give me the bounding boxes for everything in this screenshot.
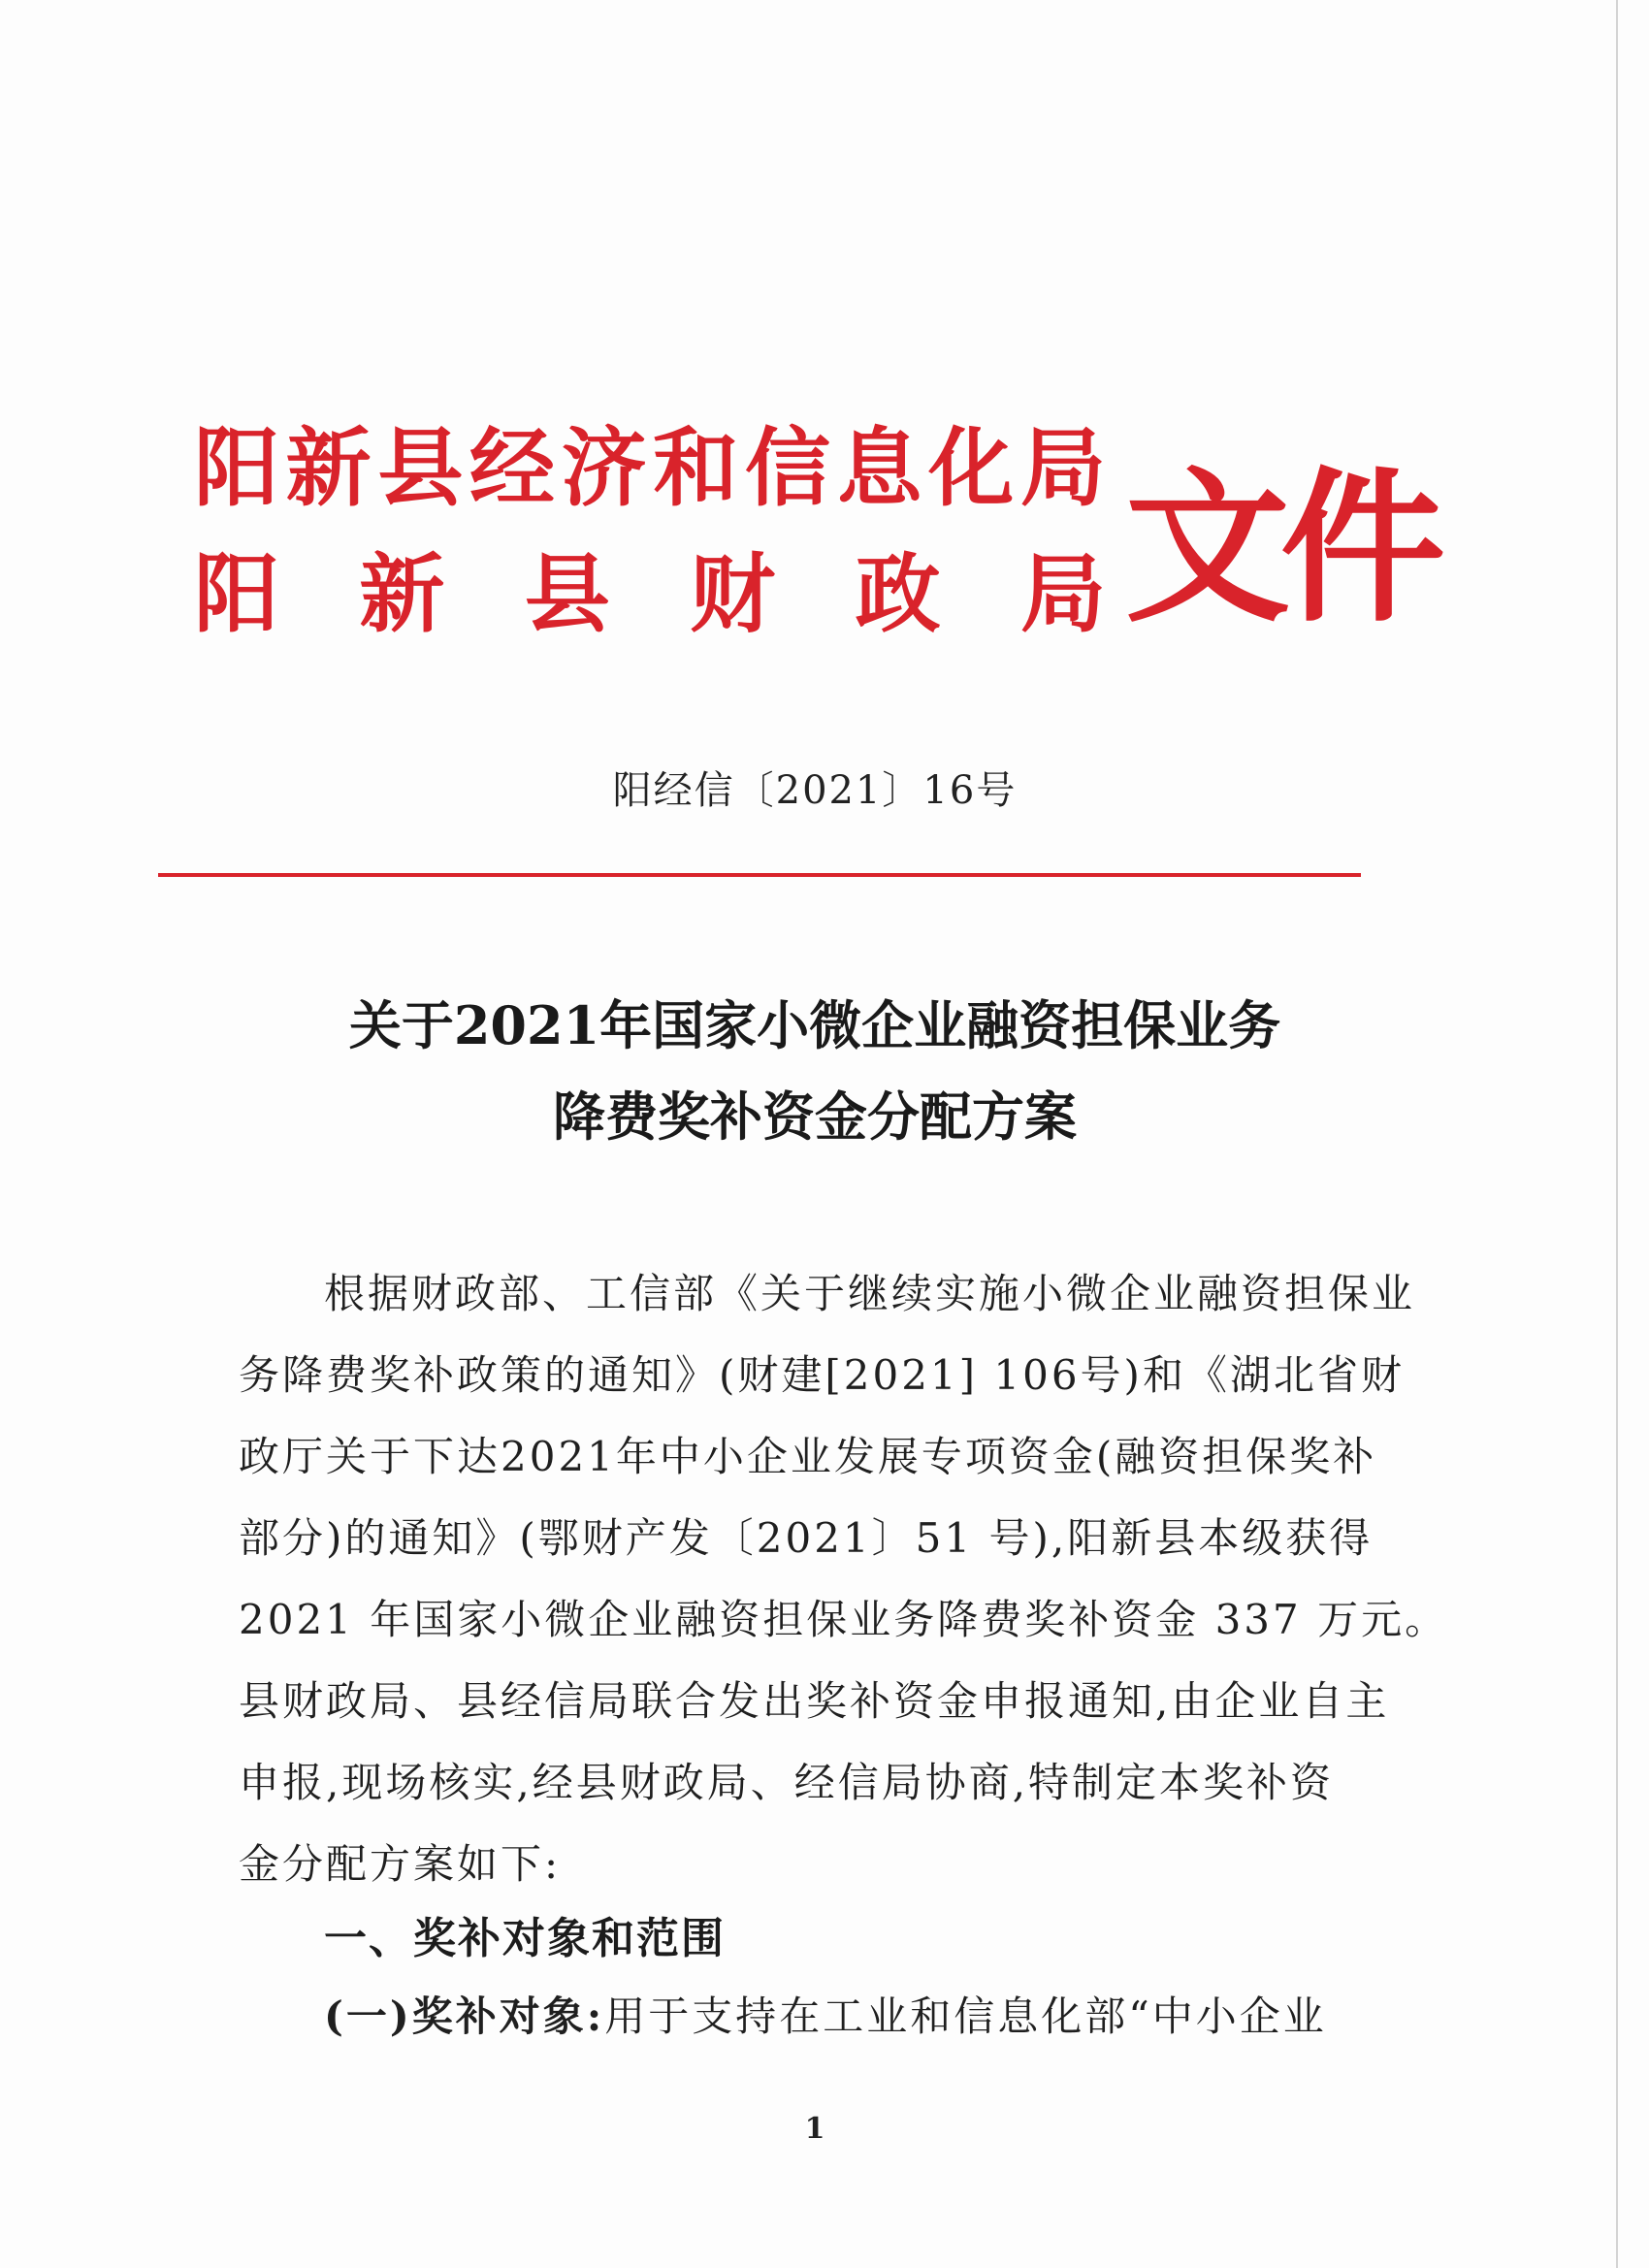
issuer-char: 阳 [194,543,280,644]
issuer-char: 政 [855,543,941,644]
document-number: 阳经信〔2021〕16号 [612,768,1018,813]
body-line: 2021 年国家小微企业融资担保业务降费奖补资金 337 万元。 [239,1596,1449,1643]
issuer-char: 财 [690,543,776,644]
subsection-label: (一)奖补对象: [324,1993,605,2040]
page-number: 1 [804,2112,825,2146]
issuer-name-finance-bureau [194,545,1106,642]
title-line-2: 降费奖补资金分配方案 [553,1085,1077,1148]
red-header [194,417,1437,671]
issuer-char: 县 [524,543,610,644]
body-line: 县财政局、县经信局联合发出奖补资金申报通知,由企业自主 [239,1677,1390,1725]
document-title [0,980,1630,1162]
issuer-char: 局 [1019,543,1106,644]
body-line: 部分)的通知》(鄂财产发〔2021〕51 号),阳新县本级获得 [239,1514,1374,1562]
issuer-char: 济 [561,417,647,518]
section-heading: 一、奖补对象和范围 [324,1914,726,1963]
issuer-char: 信 [744,417,830,518]
body-line: 政厅关于下达2021年中小企业发展专项资金(融资担保奖补 [239,1433,1377,1480]
issuer-char: 县 [377,417,464,518]
title-line-1: 关于2021年国家小微企业融资担保业务 [348,994,1281,1056]
subsection-text: 用于支持在工业和信息化部“中小企业 [604,1993,1327,2040]
issuer-char: 息 [836,417,922,518]
issuer-name-economy-bureau [194,419,1106,516]
document-word: 文件 [1125,451,1437,645]
issuer-char: 和 [653,417,739,518]
subsection-line [324,1983,1327,2051]
body-paragraph [239,1253,1449,1905]
issuer-char: 经 [469,417,555,518]
body-line: 申报,现场核实,经县财政局、经信局协商,特制定本奖补资 [239,1759,1335,1806]
body-line: 根据财政部、工信部《关于继续实施小微企业融资担保业 [324,1270,1416,1317]
red-divider-rule [158,873,1361,877]
issuer-char: 阳 [194,417,280,518]
body-line: 务降费奖补政策的通知》(财建[2021] 106号)和《湖北省财 [239,1351,1405,1399]
issuer-char: 局 [1019,417,1106,518]
body-line: 金分配方案如下: [239,1840,562,1888]
issuer-char: 新 [285,417,372,518]
issuer-char: 新 [359,543,445,644]
issuer-char: 化 [928,417,1015,518]
